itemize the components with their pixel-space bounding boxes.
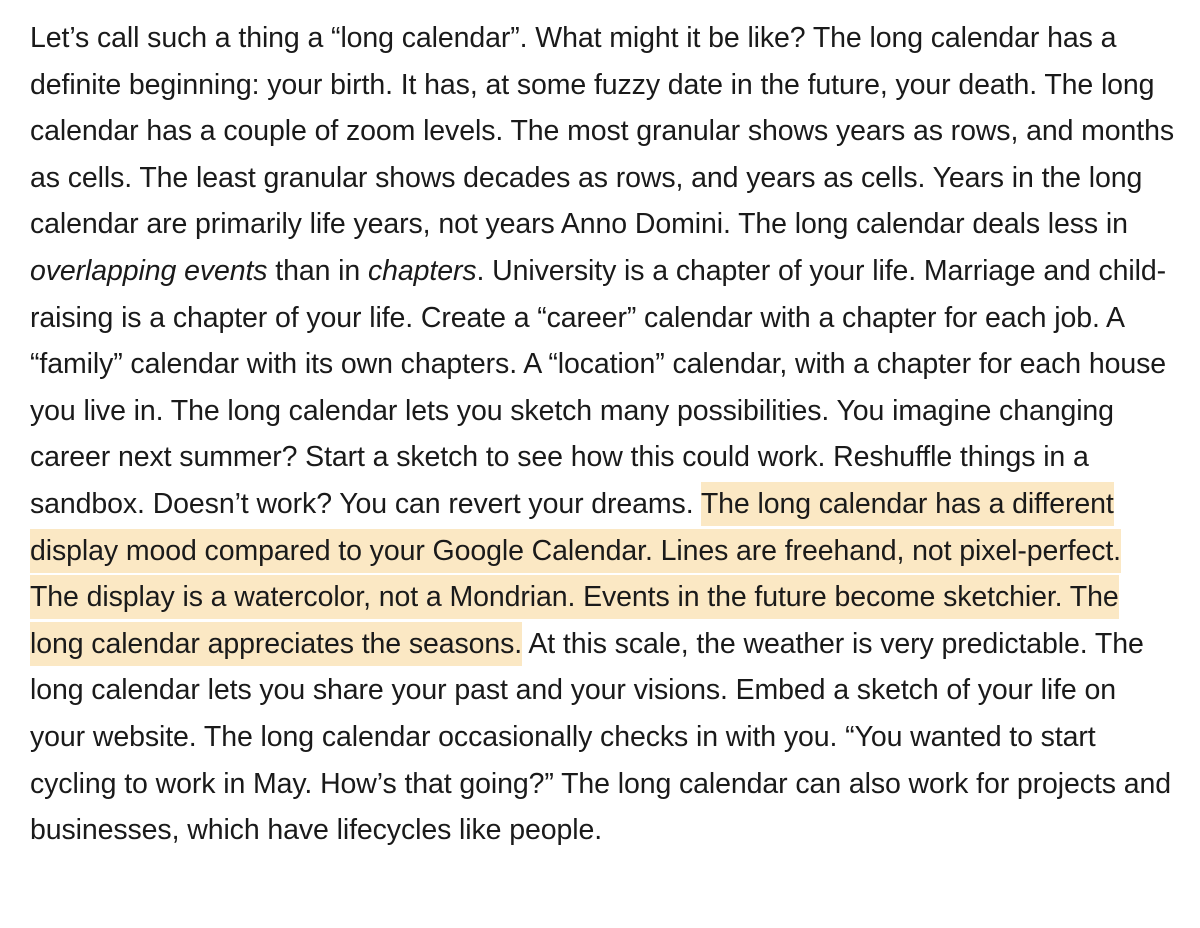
emphasis-overlapping-events: overlapping events: [30, 254, 268, 287]
emphasis-chapters: chapters: [367, 254, 477, 287]
text-segment-1: Let’s call such a thing a “long calendar”. What might it be like? The long calendar has a definite beginning: your birth. It has, at some fuzzy date in the future, your death. The long calendar has a couple of zoom levels. The most granular shows years as rows, and months as cells. The least granular shows decades as rows, and years as cells. Years in the long calendar are primarily life years, not years Anno Domini. The long calendar deals less in: [30, 22, 1175, 241]
body-paragraph: [30, 15, 1176, 854]
text-segment-3: . University is a chapter of your life. Marriage and child-raising is a chapter of your life. Create a “career” calendar with a chapter for each job. A “family” calendar with its own chapters. A “location” calendar, with a chapter for each house you live in. The long calendar lets you sketch many possibilities. You imagine changing career next summer? Start a sketch to see how this could work. Reshuffle things in a sandbox. Doesn’t work? You can revert your dreams.: [30, 254, 1167, 520]
text-segment-2: than in: [267, 254, 368, 287]
highlighted-passage[interactable]: The long calendar has a different display mood compared to your Google Calendar. Lines are freehand, not pixel-perfect. The display is a watercolor, not a Mondrian. Events in the future become sketchier. The long calendar appreciates the seasons.: [30, 482, 1121, 666]
text-segment-4: At this scale, the weather is very predictable. The long calendar lets you share your past and your visions. Embed a sketch of your life on your website. The long calendar occasionally checks in with you. “You wanted to start cycling to work in May. How’s that going?” The long calendar can also work for projects and businesses, which have lifecycles like people.: [30, 627, 1171, 847]
